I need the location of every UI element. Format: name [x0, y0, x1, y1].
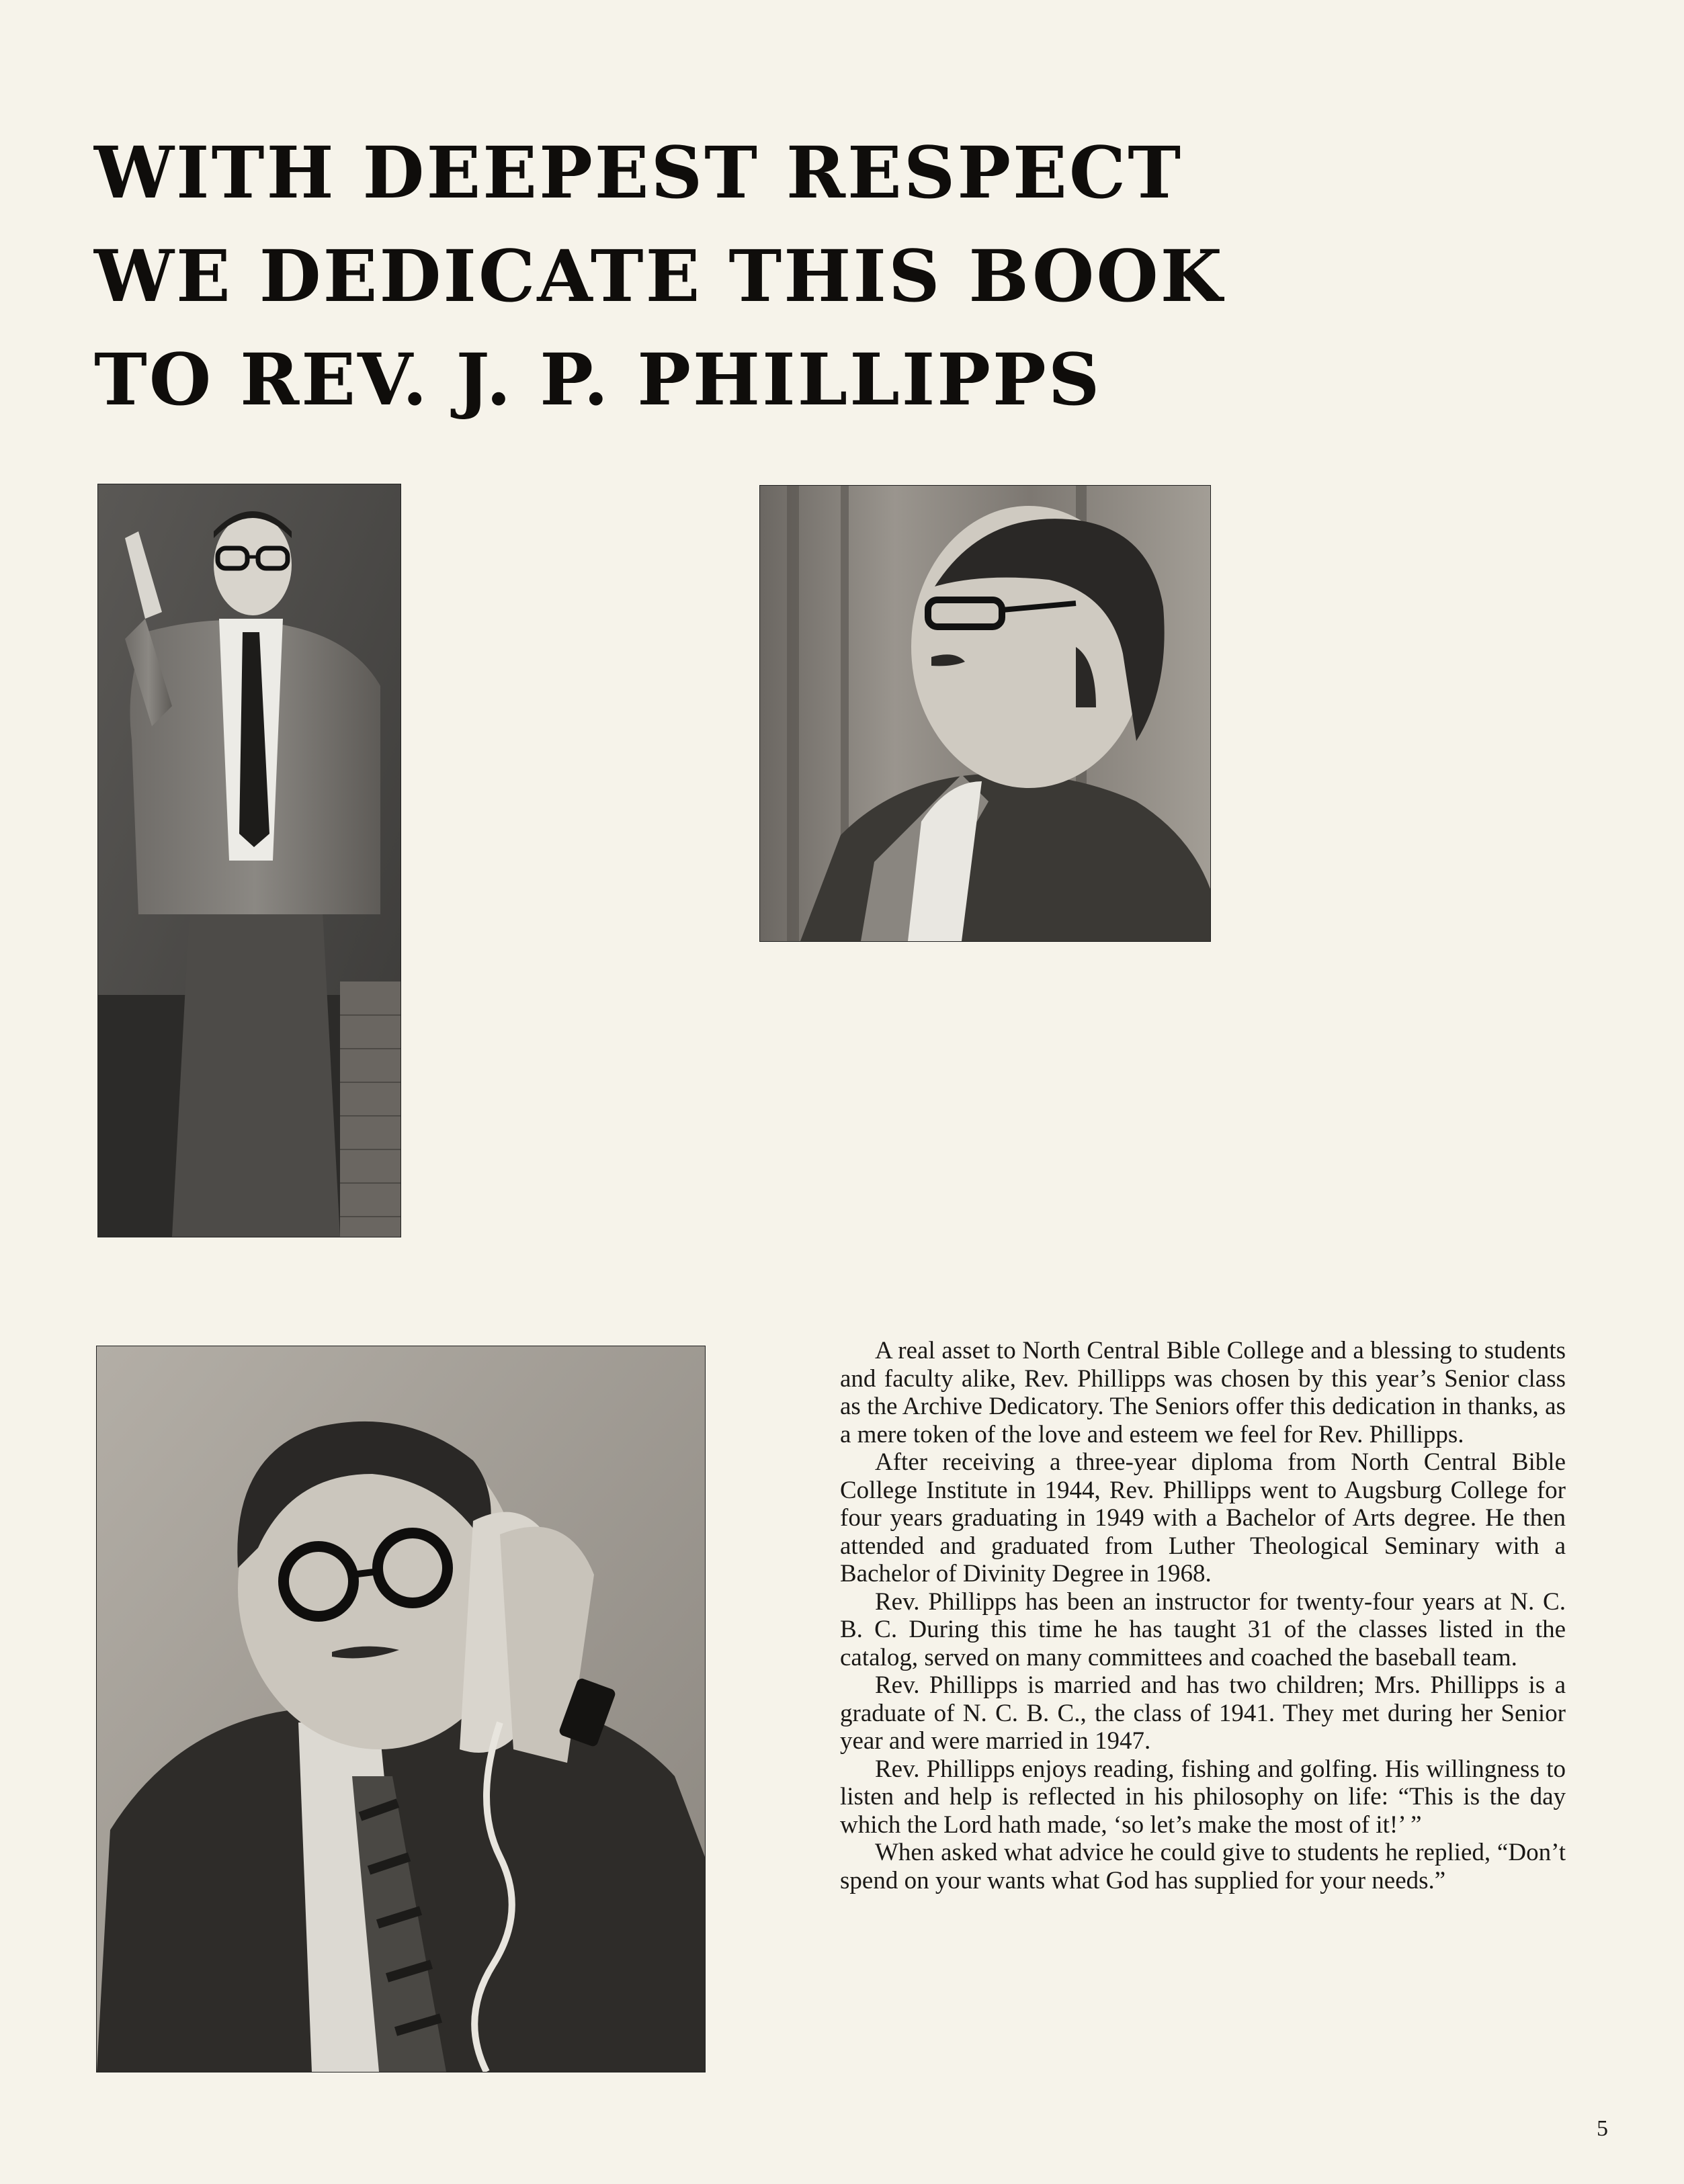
title-line-1: WITH DEEPEST RESPECT — [94, 130, 1183, 214]
title-line-2: WE DEDICATE THIS BOOK — [94, 234, 1224, 318]
dedication-title — [94, 121, 1236, 431]
paragraph: Rev. Phillipps has been an instructor for twenty-four years at N. C. B. C. During this time he has taught 31 of the classes listed in the catalog, served on many committees and coached the baseball team. — [840, 1587, 1566, 1671]
paragraph: Rev. Phillipps is married and has two children; Mrs. Phillipps is a graduate of N. C. B. C., the class of 1941. They met during her Senior year and were married in 1947. — [840, 1671, 1566, 1755]
paragraph: When asked what advice he could give to students he replied, “Don’t spend on your wants what God has supplied for your needs.” — [840, 1839, 1566, 1894]
photo-phone — [96, 1346, 706, 2072]
paragraph: A real asset to North Central Bible College and a blessing to students and faculty alike, Rev. Phillipps was chosen by this year’s Senior class as the Archive Dedicatory. The Seniors offer this dedication in thanks, as a mere token of the love and esteem we feel for Rev. Phillipps. — [840, 1337, 1566, 1448]
photo-pointing-image — [98, 484, 401, 1237]
photo-phone-image — [97, 1346, 705, 2072]
photo-pointing — [97, 484, 401, 1237]
paragraph: Rev. Phillipps enjoys reading, fishing and golfing. His willingness to listen and help is reflected in his philosophy on life: “This is the day which the Lord hath made, ‘so let’s make the most of it!’ ” — [840, 1755, 1566, 1839]
paragraph: After receiving a three-year diploma from North Central Bible College Institute in 1944, Rev. Phillipps went to Augsburg College for four years graduating in 1949 with a Bachelor of Arts degree. He then attended and graduated from Luther Theological Seminary with a Bachelor of Divinity Degree in 1968. — [840, 1448, 1566, 1587]
photo-profile-image — [760, 486, 1210, 941]
title-line-3: TO REV. J. P. PHILLIPPS — [94, 337, 1102, 421]
photo-profile — [759, 485, 1211, 942]
dedication-text — [840, 1337, 1566, 1894]
page-number: 5 — [1597, 2116, 1608, 2141]
